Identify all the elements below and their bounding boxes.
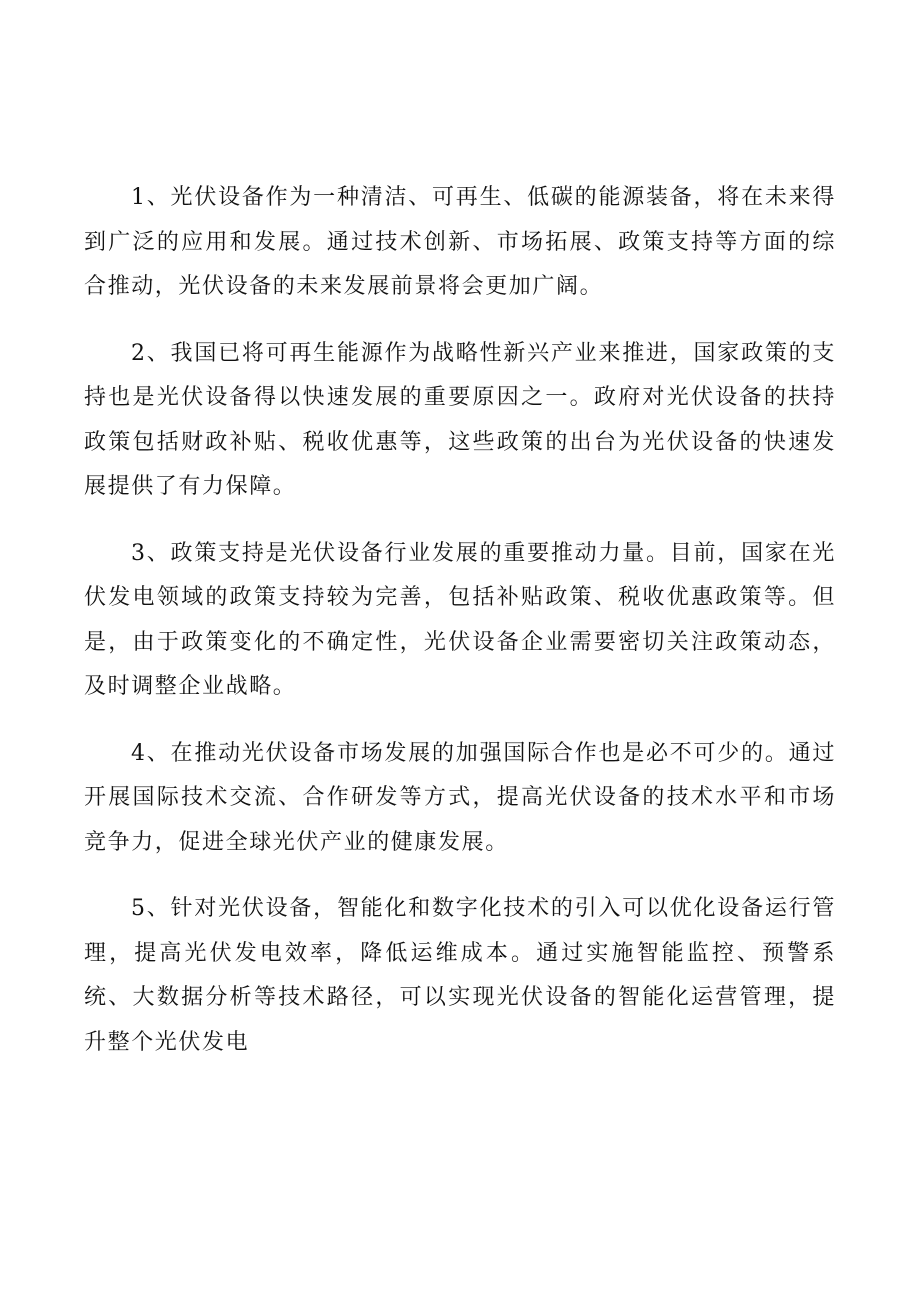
paragraph-2: 2、我国已将可再生能源作为战略性新兴产业来推进，国家政策的支持也是光伏设备得以快速发展的重要原因之一。政府对光伏设备的扶持政策包括财政补贴、税收优惠等，这些政策的出台为光伏设备的快速发展提供了有力保障。 — [84, 340, 836, 499]
paragraph-4: 4、在推动光伏设备市场发展的加强国际合作也是必不可少的。通过开展国际技术交流、合作研发等方式，提高光伏设备的技术水平和市场竞争力，促进全球光伏产业的健康发展。 — [84, 740, 836, 855]
paragraph-1: 1、光伏设备作为一种清洁、可再生、低碳的能源装备，将在未来得到广泛的应用和发展。通过技术创新、市场拓展、政策支持等方面的综合推动，光伏设备的未来发展前景将会更加广阔。 — [84, 185, 836, 299]
document-body — [84, 176, 836, 1087]
paragraph-3: 3、政策支持是光伏设备行业发展的重要推动力量。目前，国家在光伏发电领域的政策支持较为完善，包括补贴政策、税收优惠政策等。但是，由于政策变化的不确定性，光伏设备企业需要密切关注政策动态，及时调整企业战略。 — [84, 540, 836, 699]
paragraph-5: 5、针对光伏设备，智能化和数字化技术的引入可以优化设备运行管理，提高光伏发电效率，降低运维成本。通过实施智能监控、预警系统、大数据分析等技术路径，可以实现光伏设备的智能化运营管理，提升整个光伏发电 — [84, 896, 836, 1055]
